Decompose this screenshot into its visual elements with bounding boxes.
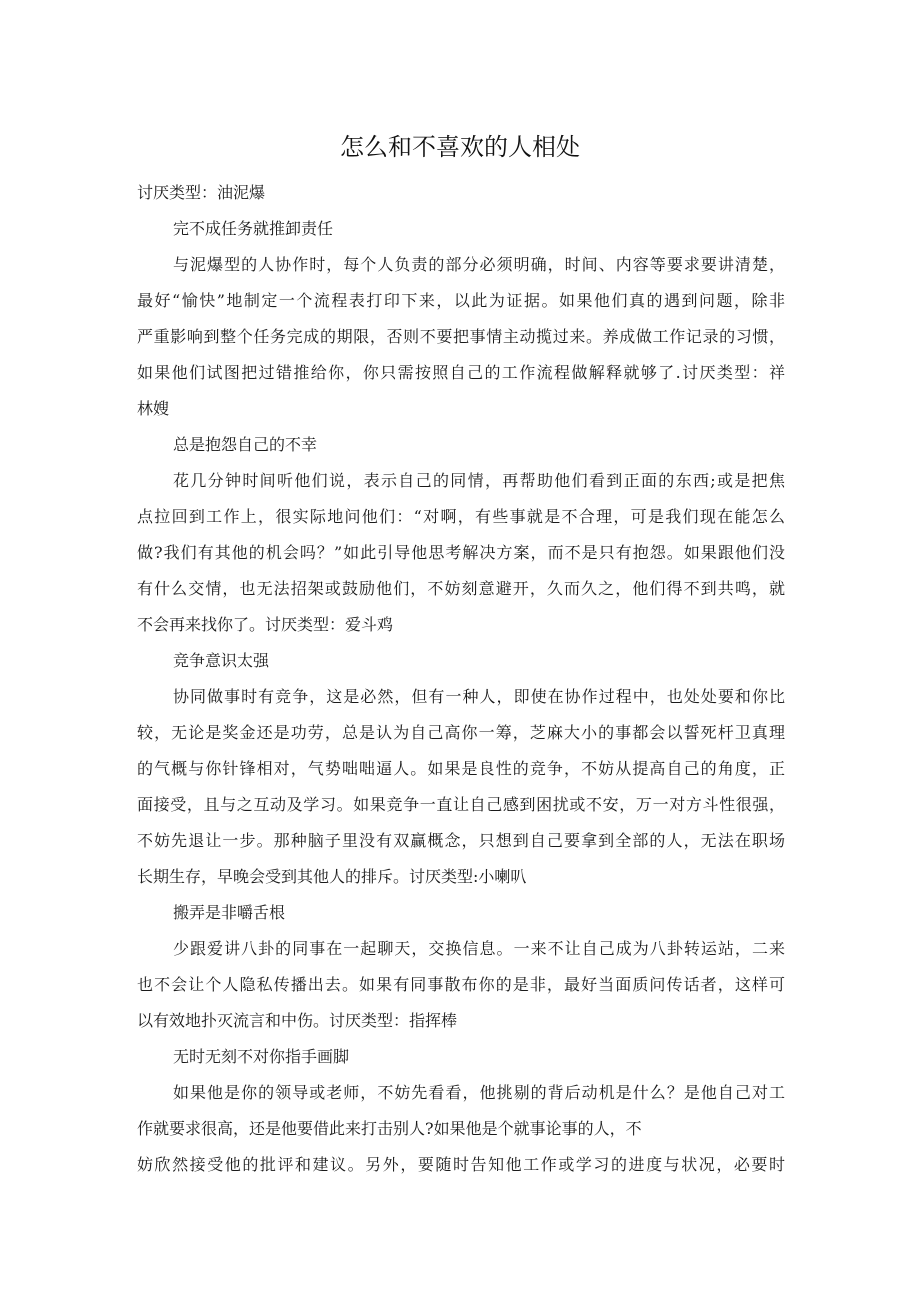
- text-line: 讨厌类型：油泥爆: [137, 183, 266, 202]
- text-line: 长期生存，早晚会受到其他人的排斥。讨厌类型:小喇叭: [137, 867, 527, 886]
- text-line: 如果他们试图把过错推给你，你只需按照自己的工作流程做解释就够了.讨厌类型：祥: [137, 363, 785, 382]
- text-line: 无时无刻不对你指手画脚: [173, 1047, 350, 1066]
- text-line: 点拉回到工作上，很实际地问他们：“对啊，有些事就是不合理，可是我们现在能怎么: [137, 507, 785, 526]
- text-line: 少跟爱讲八卦的同事在一起聊天，交换信息。一来不让自己成为八卦转运站，二来: [173, 939, 785, 958]
- text-line: 最好“愉快”地制定一个流程表打印下来，以此为证据。如果他们真的遇到问题，除非: [137, 291, 785, 310]
- text-line: 完不成任务就推卸责任: [173, 219, 334, 238]
- text-line: 妨欣然接受他的批评和建议。另外，要随时告知他工作或学习的进度与状况，必要时: [137, 1155, 785, 1174]
- text-line: 林嫂: [137, 399, 170, 418]
- text-line: 协同做事时有竞争，这是必然，但有一种人，即使在协作过程中，也处处要和你比: [173, 687, 785, 706]
- text-line: 作就要求很高，还是他要借此来打击别人?如果他是个就事论事的人，不: [137, 1119, 642, 1138]
- text-line: 的气概与你针锋相对，气势咄咄逼人。如果是良性的竞争，不妨从提高自己的角度，正: [137, 759, 785, 778]
- text-line: 以有效地扑灭流言和中伤。讨厌类型：指挥棒: [137, 1011, 458, 1030]
- text-line: 严重影响到整个任务完成的期限，否则不要把事情主动揽过来。养成做工作记录的习惯，: [137, 327, 785, 346]
- text-line: 花几分钟时间听他们说，表示自己的同情，再帮助他们看到正面的东西;或是把焦: [173, 471, 785, 490]
- text-line: 搬弄是非嚼舌根: [173, 903, 286, 922]
- text-line: 不妨先退让一步。那种脑子里没有双赢概念，只想到自己要拿到全部的人，无法在职场: [137, 831, 785, 850]
- text-line: 不会再来找你了。讨厌类型：爱斗鸡: [137, 615, 394, 634]
- text-line: 做?我们有其他的机会吗？”如此引导他思考解决方案，而不是只有抱怨。如果跟他们没: [137, 543, 785, 562]
- text-line: 较，无论是奖金还是功劳，总是认为自己高你一筹，芝麻大小的事都会以誓死杆卫真理: [137, 723, 785, 742]
- text-line: 有什么交情，也无法招架或鼓励他们，不妨刻意避开，久而久之，他们得不到共鸣，就: [137, 579, 785, 598]
- text-line: 如果他是你的领导或老师，不妨先看看，他挑剔的背后动机是什么？是他自己对工: [173, 1083, 785, 1102]
- document-body: [137, 175, 785, 1183]
- text-line: 与泥爆型的人协作时，每个人负责的部分必须明确，时间、内容等要求要讲清楚，: [173, 255, 785, 274]
- text-line: 竞争意识太强: [173, 651, 270, 670]
- text-line: 面接受，且与之互动及学习。如果竞争一直让自己感到困扰或不安，万一对方斗性很强，: [137, 795, 785, 814]
- text-line: 也不会让个人隐私传播出去。如果有同事散布你的是非，最好当面质问传话者，这样可: [137, 975, 785, 994]
- page-title: 怎么和不喜欢的人相处: [340, 133, 580, 161]
- text-line: 总是抱怨自己的不幸: [173, 435, 318, 454]
